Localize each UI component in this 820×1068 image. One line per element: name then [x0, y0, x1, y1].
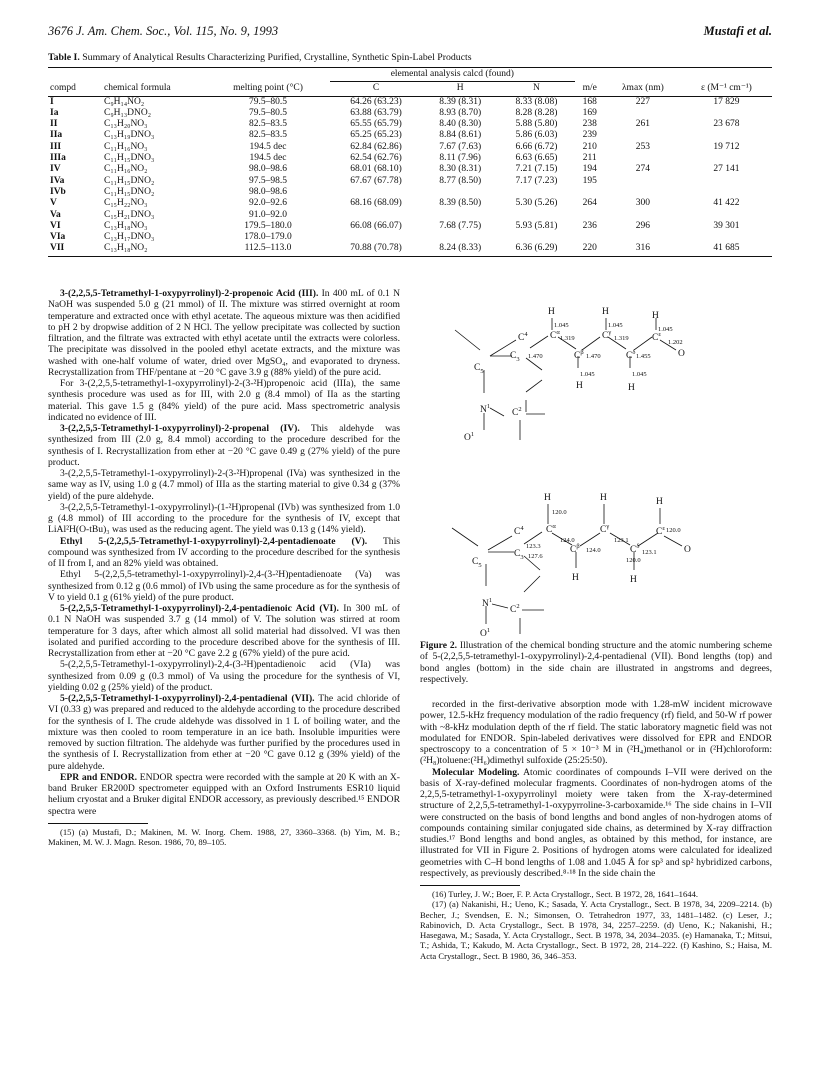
structure-bond-angles: [452, 504, 682, 634]
table-cell-compd: IV: [50, 164, 61, 175]
table-row: [48, 210, 772, 221]
table-cell-n: [498, 210, 574, 221]
bond-angle-label: 123.1: [614, 537, 629, 544]
table-cell-eps: [681, 176, 772, 187]
paragraph-heading: 5-(2,2,5,5-Tetramethyl-1-oxypyrrolinyl)-2,4-pentadienoic Acid (VI).: [60, 603, 339, 614]
c-delta-label: $C^\delta$: [626, 349, 636, 361]
table-cell-formula: C₁₁H₁₆NO₂: [104, 164, 148, 175]
table-cell-n: 6.66 (6.72): [515, 141, 558, 152]
table-cell-eps: 41 685: [681, 243, 772, 256]
n1-label: $N^1$: [480, 403, 491, 415]
table-cell-eps: [681, 210, 772, 221]
c-epsilon-label: $C^\varepsilon$: [656, 525, 666, 537]
table-cell-compd: III: [50, 141, 62, 152]
table-cell-h: [422, 232, 498, 243]
table-cell-lmax: 274: [635, 164, 650, 175]
table-cell-mp: 92.0–92.6: [249, 198, 287, 209]
table-cell-h: 8.39 (8.31): [439, 96, 482, 107]
journal-citation: 3676 J. Am. Chem. Soc., Vol. 115, No. 9, 1993: [48, 24, 279, 38]
table-cell-formula: C₁₅H₂₂NO₃: [104, 198, 148, 209]
body-paragraph: [48, 468, 400, 502]
bond-length-label: 1.455: [636, 353, 651, 360]
footnote: (17) (a) Nakanishi, H.; Ueno, K.; Sasada, Y. Acta Crystallogr., Sect. B 1978, 34, 2209–2214. (b) Becher, J.; Svendsen, E. N.; Simonsen, O. Tetrahedron 1977, 33, 1481–1482. (c) Leser, J.; Rabinovich, D. Acta Crystallogr., Sect. B 1978, 34, 2257–2259. (d) Ueno, K.; Nakanishi, H.; Hasegawa, M.; Sasada, Y. Acta Crystallogr., Sect. B 1978, 34, 2034–2035. (e) Hamanaka, T.; Mitsui, T.; Ashida, T.; Kakudo, M. Acta Crystallogr., Sect. B 1972, 28, 214–222. (f) Kashino, S.; Haisa, M. Acta Crystallogr., Sect. B 1980, 36, 346–353.: [420, 899, 772, 961]
left-column-paragraphs: [48, 288, 400, 817]
table-cell-n: [498, 187, 574, 198]
table-cell-h: [422, 210, 498, 221]
table-cell-mp: 97.5–98.5: [249, 175, 287, 186]
table-cell-mp: 79.5–80.5: [249, 96, 287, 107]
table-cell-c: [330, 187, 422, 198]
paragraph-heading: Molecular Modeling.: [432, 766, 520, 778]
table-cell-eps: [681, 108, 772, 119]
table-cell-formula: C₁₁H₁₅DNO₃: [104, 153, 155, 164]
table-cell-lmax: 296: [635, 220, 650, 231]
table-cell-me: 194: [582, 164, 597, 175]
figure-label: Figure 2.: [420, 640, 458, 651]
paragraph-text: This aldehyde was synthesized from III (2.0 g, 8.4 mmol) according to the procedure described for the synthesis of I. Recrystallization from ether at −20 °C gave 0.49 g (27% yield) of the pure product.: [48, 423, 400, 468]
running-header: [48, 24, 772, 44]
table-cell-eps: 39 301: [713, 220, 740, 231]
table-cell-me: 210: [582, 141, 597, 152]
table-cell-h: 8.30 (8.31): [439, 164, 482, 175]
c-gamma-label: $C^\gamma$: [602, 329, 612, 341]
table-cell-formula: C₉H₁₄NO₂: [104, 96, 145, 107]
table-cell-mp: 82.5–83.5: [249, 119, 287, 130]
table-cell-me: [575, 187, 605, 198]
table-cell-h: 8.11 (7.96): [439, 153, 481, 164]
table-cell-c: 65.25 (65.23): [350, 130, 402, 141]
table-cell-c: [330, 210, 422, 221]
two-column-body: [48, 288, 772, 1068]
left-column-footnotes: [48, 827, 400, 848]
paragraph-heading: 3-(2,2,5,5-Tetramethyl-1-oxypyrrolinyl)-2-propenal (IV).: [60, 423, 300, 434]
column-header: ε (M⁻¹ cm⁻¹): [681, 82, 772, 96]
table-cell-eps: 27 141: [713, 164, 740, 175]
h-atom-label: H: [628, 383, 635, 393]
table-row: [48, 198, 772, 209]
table-cell-compd: Ia: [50, 107, 59, 118]
footnote: (15) (a) Mustafi, D.; Makinen, M. W. Inorg. Chem. 1988, 27, 3360–3368. (b) Yim, M. B.; Makinen, M. W. J. Magn. Reson. 1986, 70, 89–105.: [48, 826, 400, 848]
table-cell-h: [422, 187, 498, 198]
c-gamma-label: $C^\gamma$: [600, 523, 610, 535]
c-delta-label: $C^\delta$: [630, 543, 640, 555]
table-cell-eps: [681, 187, 772, 198]
column-header: H: [422, 82, 498, 96]
table-cell-lmax: 261: [635, 119, 650, 130]
body-paragraph: [48, 502, 400, 536]
table-cell-eps: [681, 130, 772, 141]
h-atom-label: H: [656, 497, 663, 507]
paragraph-text: Atomic coordinates of compounds I–VII were derived on the basis of X-ray-defined molecular fragments. Coordinates of non-hydrogen atoms of the 2,2,5,5-tetramethyl-1-oxypyrrolinyl moiety were taken from the X-ray-determined structure of 2,2,5,5-tetramethyl-1-oxypyrroline-3-carboxamide.¹⁶ The side chains in I–VII were constructed on the basis of bond lengths and bond angles of non-hydrogen atoms of compounds containing similar conjugated side chains, as determined by X-ray diffraction studies.¹⁷ Bond lengths and bond angles, as obtained by this method, for instance, are illustrated for VII in Figure 2. Positions of hydrogen atoms were calculated for idealized geometries with C–H bond lengths of 1.08 and 1.045 Å for sp³ and sp² hybridized carbons, respectively, as previously described.⁸·¹⁸ In the side chain the: [420, 766, 773, 879]
table-cell-me: 238: [582, 119, 597, 130]
column-header: m/e: [575, 82, 605, 96]
group-header-spacer: [48, 68, 330, 82]
table-cell-me: 168: [582, 96, 597, 107]
journal-page: [48, 24, 773, 961]
table-column-header-row: [48, 82, 772, 96]
table-cell-compd: IIa: [50, 130, 63, 141]
body-paragraph: [48, 288, 400, 378]
column-header: λmax (nm): [605, 82, 681, 96]
paragraph-text: This compound was synthesized from IV according to the procedure described for the synthesis of II from I, and an 82% yield was obtained.: [48, 535, 401, 569]
c5-label: $C_5$: [474, 363, 484, 375]
table-cell-c: 66.08 (66.07): [350, 220, 402, 231]
table-cell-c: 67.67 (67.78): [350, 175, 402, 186]
c-beta-label: $C^\beta$: [574, 349, 584, 361]
paragraph-heading: 5-(2,2,5,5-Tetramethyl-1-oxypyrrolinyl)-2,4-pentadienal (VII).: [60, 693, 315, 704]
table-cell-c: 62.54 (62.76): [350, 153, 402, 164]
right-column-footnotes: [420, 889, 772, 961]
left-column: [48, 288, 400, 847]
body-paragraph: [48, 423, 400, 468]
table-cell-compd: VII: [48, 243, 102, 256]
table-cell-compd: Va: [50, 209, 61, 220]
table-row: [48, 96, 772, 108]
body-paragraph: [420, 699, 772, 767]
table-cell-compd: IIIa: [50, 153, 66, 164]
table-cell-n: 5.88 (5.80): [515, 119, 558, 130]
table-cell-me: 211: [582, 153, 597, 164]
table-cell-me: 220: [575, 243, 605, 256]
bond-angle-label: 123.1: [642, 549, 657, 556]
table-cell-formula: C₁₃H₁₇DNO₃: [104, 232, 155, 243]
table-cell-formula: C₁₅H₂₁DNO₃: [104, 209, 155, 220]
body-paragraph: [48, 603, 400, 659]
table-cell-compd: I: [50, 96, 54, 107]
n1-label: $N^1$: [482, 597, 493, 609]
h-atom-label: H: [630, 575, 637, 585]
paragraph-text: 3-(2,2,5,5-Tetramethyl-1-oxypyrrolinyl)-2-(3-²H)propenal (IVa) was synthesized in the same way as IV, using 1.0 g (4.7 mmol) of IIIa as the starting material to give 0.34 g (37% yield) of the pure aldehyde.: [48, 468, 400, 502]
table-row: [48, 130, 772, 141]
elemental-analysis-header: elemental analysis calcd (found): [330, 68, 575, 82]
table-cell-n: [498, 232, 574, 243]
table-cell-compd: IVb: [50, 186, 66, 197]
bond-length-label: 1.319: [560, 335, 575, 342]
body-paragraph: [48, 659, 400, 693]
body-paragraph: [48, 569, 400, 603]
table-cell-lmax: [605, 187, 681, 198]
paragraph-text: ENDOR spectra were recorded with the sample at 20 K with an X-band Bruker ER200D spectrometer equipped with an Oxford Instruments ESR10 liquid helium cryostat and a Bruker digital ENDOR accessory, as previously described.¹⁵ ENDOR spectra were: [48, 771, 401, 817]
table-cell-eps: 17 829: [713, 96, 740, 107]
table-row: [48, 119, 772, 130]
table-cell-n: 8.28 (8.28): [515, 107, 558, 118]
paragraph-text: 3-(2,2,5,5-Tetramethyl-1-oxypyrrolinyl)-(1-²H)propenal (IVb) was synthesized from 1.0 g (4.8 mmol) of III according to the procedure for the synthesis of IV, except that LiAl²H(O-tBu)₃ was used as the reducing agent. The yield was 0.13 g (14% yield).: [48, 501, 400, 536]
table-cell-h: 8.93 (8.70): [439, 107, 482, 118]
table-cell-me: 239: [582, 130, 597, 141]
paragraph-heading: EPR and ENDOR.: [60, 771, 138, 783]
table-cell-h: 8.84 (8.61): [439, 130, 482, 141]
table-cell-mp: 91.0–92.0: [249, 209, 287, 220]
table-cell-formula: C₁₃H₁₉DNO₃: [104, 130, 155, 141]
table-cell-h: 8.24 (8.33): [422, 243, 498, 256]
table-group-header-row: [48, 68, 772, 82]
table-cell-c: 62.84 (62.86): [350, 141, 402, 152]
table-cell-c: 63.88 (63.79): [350, 107, 402, 118]
table-cell-formula: C₁₃H₁₈NO₃: [104, 220, 148, 231]
table-cell-mp: 178.0–179.0: [244, 232, 292, 243]
c2-label: $C^2$: [512, 406, 522, 418]
bond-length-label: 1.470: [528, 353, 543, 360]
table-cell-h: 7.67 (7.63): [439, 141, 482, 152]
table-cell-n: 5.93 (5.81): [515, 220, 558, 231]
o-atom-label: O: [684, 545, 691, 555]
table-row: [48, 187, 772, 198]
bond-angle-label: 124.0: [586, 547, 601, 554]
table-cell-lmax: [605, 176, 681, 187]
h-atom-label: H: [572, 573, 579, 583]
h-atom-label: H: [576, 381, 583, 391]
column-header: melting point (°C): [206, 82, 330, 96]
right-column: [420, 288, 772, 961]
c3-label: $C_3$: [510, 351, 520, 363]
table-cell-formula: C₉H₁₃DNO₂: [104, 107, 152, 118]
table-cell-me: 195: [582, 175, 597, 186]
table-cell-lmax: [605, 210, 681, 221]
bond-angle-label: 120.0: [666, 527, 681, 534]
bond-length-label: 1.319: [614, 335, 629, 342]
c4-label: $C^4$: [518, 331, 528, 343]
column-header: compd: [48, 82, 102, 96]
c-alpha-label: $C^\alpha$: [546, 523, 556, 535]
table-cell-h: 8.77 (8.50): [439, 175, 482, 186]
c-alpha-label: $C^\alpha$: [550, 329, 560, 341]
table-cell-compd: II: [50, 119, 58, 130]
table-cell-n: 6.36 (6.29): [498, 243, 574, 256]
bond-length-label: 1.470: [586, 353, 601, 360]
table-cell-mp: 82.5–83.5: [249, 130, 287, 141]
table-cell-mp: 194.5 dec: [249, 153, 287, 164]
table-cell-lmax: 227: [635, 96, 650, 107]
table-cell-compd: VIa: [50, 232, 66, 243]
table-row: [48, 221, 772, 232]
h-atom-label: H: [600, 493, 607, 503]
figure-caption-text: Illustration of the chemical bonding structure and the atomic numbering scheme of 5-(2,2,5,5-tetramethyl-1-oxypyrrolinyl)-2,4-pentadienal (VII). Bond lengths (top) and bond angles (bottom) in the side chain are illustrated in angstroms and degrees, respectively.: [420, 640, 772, 685]
table-body: [48, 96, 772, 256]
table-cell-h: 8.39 (8.50): [439, 198, 482, 209]
author-running-title: Mustafi et al.: [703, 24, 772, 38]
table-cell-eps: [681, 153, 772, 164]
bond-structure-diagram: [420, 288, 772, 640]
table-cell-n: 6.63 (6.65): [515, 153, 558, 164]
bond-angle-label: 124.0: [560, 537, 575, 544]
table-cell-c: 64.26 (63.23): [350, 96, 402, 107]
structure-top-labels: [464, 307, 685, 443]
table-cell-n: 7.21 (7.15): [515, 164, 558, 175]
table-cell-mp: 194.5 dec: [249, 141, 287, 152]
table-cell-h: 8.40 (8.30): [439, 119, 482, 130]
table-cell-c: [330, 232, 422, 243]
paragraph-text: recorded in the first-derivative absorption mode with 1.28-mW incident microwave power, 12.5-kHz frequency modulation of the radio frequency (rf) field, and 50-W rf power with ~8-kHz modulation depth of the rf field. The static laboratory magnetic field was not modulated for ENDOR. Spin-labeled derivatives were dissolved for EPR and ENDOR spectroscopy to a concentration of 5 × 10⁻³ M in (²H₄)methanol or in (²H)chloroform:(²H₈)toluene:(²H₆)dimethyl sulfoxide (25:25:50).: [420, 699, 772, 767]
table-row: [48, 153, 772, 164]
table-cell-c: 68.16 (68.09): [350, 198, 402, 209]
o1-label: $O^1$: [464, 431, 475, 443]
bond-angle-label: 120.0: [626, 557, 641, 564]
structure-bottom-labels: [472, 493, 691, 639]
body-paragraph: [48, 772, 400, 817]
analytical-results-table: [48, 67, 772, 257]
c5-label: $C_5$: [472, 557, 482, 569]
table-cell-eps: 23 678: [713, 119, 740, 130]
paragraph-heading: Ethyl 5-(2,2,5,5-Tetramethyl-1-oxypyrrolinyl)-2,4-pentadienoate (V).: [60, 535, 368, 547]
table-cell-c: 65.55 (65.79): [350, 119, 402, 130]
paragraph-text: For 3-(2,2,5,5-tetramethyl-1-oxypyrrolinyl)-2-(3-²H)propenoic acid (IIIa), the same synthesis procedure was used as for III, with 2.0 g (8.4 mmol) of IIa as the starting material. This gave 1.5 g (84% yield) of the pure acid. Mass spectrometric analysis indicated no evidence of III.: [48, 378, 400, 423]
right-column-paragraphs: [420, 699, 772, 879]
table-cell-eps: [681, 232, 772, 243]
bond-angle-label: 123.3: [526, 543, 541, 550]
body-paragraph: [48, 693, 400, 772]
c-epsilon-label: $C^\varepsilon$: [652, 331, 662, 343]
footnote-rule: [48, 823, 148, 824]
table-cell-h: 7.68 (7.75): [439, 220, 482, 231]
paragraph-text: The acid chloride of VI (0.33 g) was prepared and reduced to the aldehyde according to the procedure described for the synthesis of I. The crude aldehyde was dissolved in 1 L of boiling water, and the mixture was then cooled to room temperature in an ice bath. Insoluble impurities were removed by suction filtration. The aldehyde was further purified by the procedures used in the synthesis of I. Recrystallization from ether at −20 °C gave 0.12 g (39% yield) of the pure aldehyde.: [48, 693, 400, 772]
paragraph-heading: 3-(2,2,5,5-Tetramethyl-1-oxypyrrolinyl)-2-propenoic Acid (III).: [60, 288, 319, 299]
table-cell-me: [575, 210, 605, 221]
column-header: N: [498, 82, 574, 96]
body-paragraph: [48, 536, 400, 570]
table-cell-formula: C₁₁H₁₅DNO₂: [104, 186, 155, 197]
table-cell-lmax: 253: [635, 141, 650, 152]
table-cell-formula: C₁₃H₂₀NO₃: [104, 119, 148, 130]
h-atom-label: H: [544, 493, 551, 503]
bond-length-label: 1.045: [658, 326, 673, 333]
table-row: [48, 108, 772, 119]
table-cell-me: [575, 232, 605, 243]
bond-length-label: 1.202: [668, 339, 683, 346]
table-cell-mp: 179.5–180.0: [244, 220, 292, 231]
table-cell-c: 68.01 (68.10): [350, 164, 402, 175]
table-cell-lmax: [605, 153, 681, 164]
bond-angle-label: 120.0: [552, 509, 567, 516]
column-header: C: [330, 82, 422, 96]
o1-label: $O^1$: [480, 627, 491, 639]
table-row: [48, 142, 772, 153]
paragraph-text: 5-(2,2,5,5-Tetramethyl-1-oxypyrrolinyl)-2,4-(3-²H)pentadienoic acid (VIa) was synthesized from 0.09 g (0.3 mmol) of Va using the procedure for the synthesis of VI, yielding 0.02 g (25% yield) of the product.: [48, 659, 400, 693]
table-row: [48, 164, 772, 175]
table-cell-n: 8.33 (8.08): [515, 96, 558, 107]
table-cell-me: 236: [582, 220, 597, 231]
h-atom-label: H: [548, 307, 555, 317]
h-atom-label: H: [652, 311, 659, 321]
table-cell-mp: 98.0–98.6: [249, 186, 287, 197]
c-beta-label: $C^\beta$: [570, 543, 580, 555]
table-cell-compd: V: [50, 198, 57, 209]
bond-length-label: 1.045: [608, 322, 623, 329]
table-cell-c: 70.88 (70.78): [330, 243, 422, 256]
table-row: [48, 232, 772, 243]
bond-length-label: 1.045: [632, 371, 647, 378]
table-cell-n: 5.30 (5.26): [515, 198, 558, 209]
bond-length-label: 1.045: [554, 322, 569, 329]
table-row: [48, 176, 772, 187]
table-label: Table I.: [48, 52, 80, 63]
group-header-spacer-right: [575, 68, 772, 82]
paragraph-text: In 400 mL of 0.1 N NaOH was suspended 5.0 g (21 mmol) of II. The mixture was stirred overnight at room temperature and extracted once with ethyl acetate. The aqueous mixture was then acidified to pH 2 by dropwise addition of 2 N HCl. The yellow precipitate was collected by suction filtration, and the filtrate was extracted with ethyl acetate until the extracts were colorless. The precipitate was dissolved in the pooled ethyl acetate extracts, and the mixture was washed with one-half volume of water, dried over MgSO₄, and evaporated to dryness. Recrystallization from THF/pentane at −20 °C gave 3.9 g (88% yield) of the pure acid.: [48, 288, 401, 378]
table-cell-me: 169: [582, 107, 597, 118]
table-cell-mp: 112.5–113.0: [206, 243, 330, 256]
table-cell-compd: IVa: [50, 175, 65, 186]
figure-caption: [420, 640, 772, 685]
footnote-rule: [420, 885, 520, 886]
table-caption: [48, 52, 772, 64]
table-row: [48, 243, 772, 256]
table-cell-lmax: 300: [635, 198, 650, 209]
table-cell-eps: 41 422: [713, 198, 740, 209]
bond-length-label: 1.045: [580, 371, 595, 378]
figure-2: [420, 288, 772, 640]
table-cell-formula: C₁₁H₁₅DNO₂: [104, 175, 155, 186]
c3-label: $C_3$: [514, 549, 524, 561]
table-cell-compd: VI: [50, 220, 61, 231]
table-cell-lmax: [605, 108, 681, 119]
c4-label: $C^4$: [514, 525, 524, 537]
paragraph-text: Ethyl 5-(2,2,5,5-tetramethyl-1-oxypyrrolinyl)-2,4-(3-²H)pentadienoate (Va) was synthesized from 0.12 g (0.6 mmol) of IVb using the same procedure as for the synthesis of V to yield 0.1 g (61% yield) of the pure product.: [48, 569, 400, 603]
table-cell-n: 5.86 (6.03): [515, 130, 558, 141]
table-cell-n: 7.17 (7.23): [515, 175, 558, 186]
bond-angle-label: 127.6: [528, 553, 543, 560]
table-cell-lmax: [605, 130, 681, 141]
column-header: chemical formula: [102, 82, 206, 96]
table-caption-text: Summary of Analytical Results Characterizing Purified, Crystalline, Synthetic Spin-Label Products: [82, 52, 472, 63]
table-cell-formula: C₁₃H₁₈NO₂: [102, 243, 206, 256]
body-paragraph: [420, 767, 772, 880]
h-atom-label: H: [602, 307, 609, 317]
table-cell-me: 264: [582, 198, 597, 209]
c2-label: $C^2$: [510, 603, 520, 615]
table-cell-lmax: [605, 232, 681, 243]
footnote: (16) Turley, J. W.; Boer, F. P. Acta Crystallogr., Sect. B 1972, 28, 1641–1644.: [432, 889, 699, 899]
table-cell-formula: C₁₁H₁₆NO₃: [104, 141, 148, 152]
table-cell-mp: 79.5–80.5: [249, 107, 287, 118]
table-cell-mp: 98.0–98.6: [249, 164, 287, 175]
paragraph-text: In 300 mL of 0.1 N NaOH was suspended 3.7 g (14 mmol) of V. The solution was stirred at room temperature for 3 days, after which almost all solid material had dissolved. VI was then isolated and purified according to the procedure described above for the synthesis of III. Recrystallization from ether at −20 °C gave 2.2 g (67% yield) of the pure acid.: [48, 603, 400, 659]
o-atom-label: O: [678, 349, 685, 359]
table-cell-lmax: 316: [605, 243, 681, 256]
body-paragraph: [48, 378, 400, 423]
table-cell-eps: 19 712: [713, 141, 740, 152]
